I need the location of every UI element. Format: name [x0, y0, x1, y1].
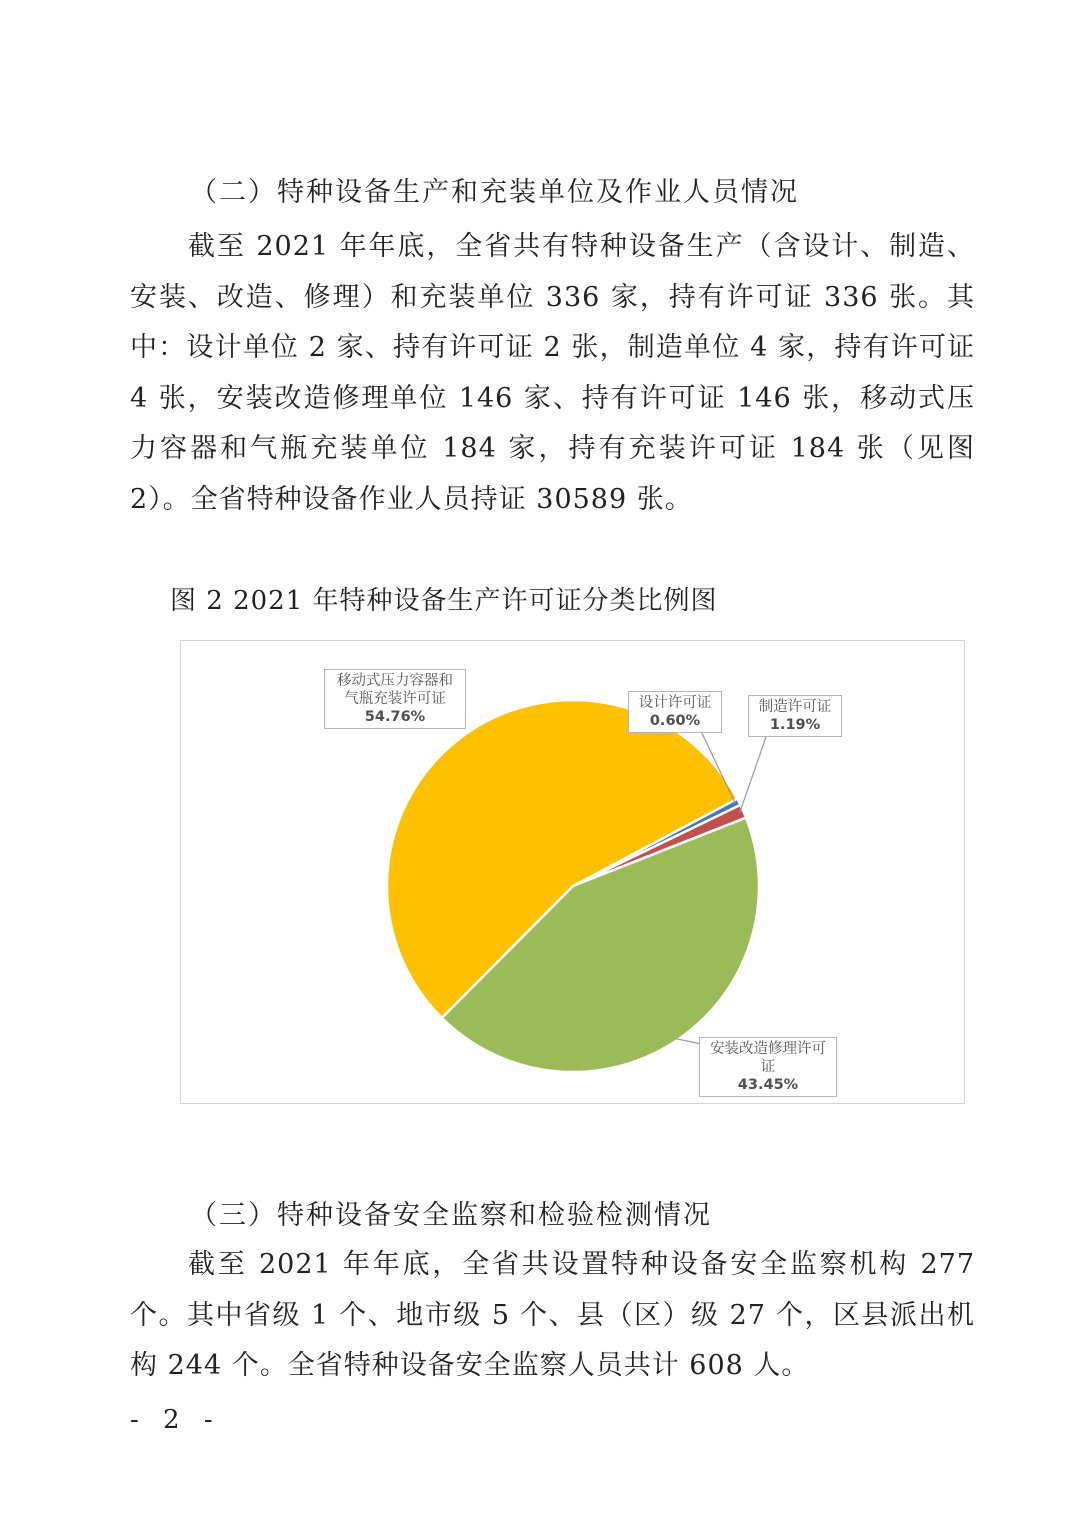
paragraph-production-units: 截至 2021 年年底，全省共有特种设备生产（含设计、制造、安装、改造、修理）和充装单位 336 家，持有许可证 336 张。其中：设计单位 2 家、持有许可证 2 张，制造单位 4 家，持有许可证 4 张，安装改造修理单位 146 家、持有许可证 146 张，移动式压力容器和气瓶充装单位 184 家，持有充装许可证 184 张（见图 2）。全省特种设备作业人员持证 30589 张。 [130, 231, 975, 515]
paragraph-supervision: 截至 2021 年年底，全省共设置特种设备安全监察机构 277 个。其中省级 1 个、地市级 5 个、县（区）级 27 个，区县派出机构 244 个。全省特种设备安全监察人员共计 608 人。 [130, 1249, 975, 1381]
callout-filling-percent: 54.76% [364, 709, 426, 725]
callout-design-license [628, 691, 722, 733]
callout-manufacturing-license [748, 695, 842, 737]
page-number: - 2 - [130, 1405, 221, 1435]
callout-installation-name-line2: 证 [760, 1059, 776, 1075]
callout-manufacturing-percent: 1.19% [769, 717, 821, 733]
callout-installation-name-line1: 安装改造修理许可 [710, 1041, 826, 1057]
leader-line-2 [740, 737, 766, 813]
callout-design-percent: 0.60% [649, 713, 701, 729]
callout-design-name: 设计许可证 [638, 695, 712, 711]
figure-caption: 图 2 2021 年特种设备生产许可证分类比例图 [170, 586, 718, 616]
section-heading-production-units: （二）特种设备生产和充装单位及作业人员情况 [190, 177, 799, 208]
pie-chart [180, 640, 965, 1104]
callout-filling-name-line2: 气瓶充装许可证 [344, 691, 446, 707]
callout-installation-percent: 43.45% [737, 1077, 799, 1093]
section-heading-supervision: （三）特种设备安全监察和检验检测情况 [190, 1200, 712, 1231]
callout-filling-license [324, 669, 466, 729]
callout-installation-license [699, 1037, 837, 1097]
callout-filling-name-line1: 移动式压力容器和 [337, 673, 453, 689]
pie-chart-svg [181, 641, 964, 1103]
callout-manufacturing-name: 制造许可证 [758, 699, 832, 715]
